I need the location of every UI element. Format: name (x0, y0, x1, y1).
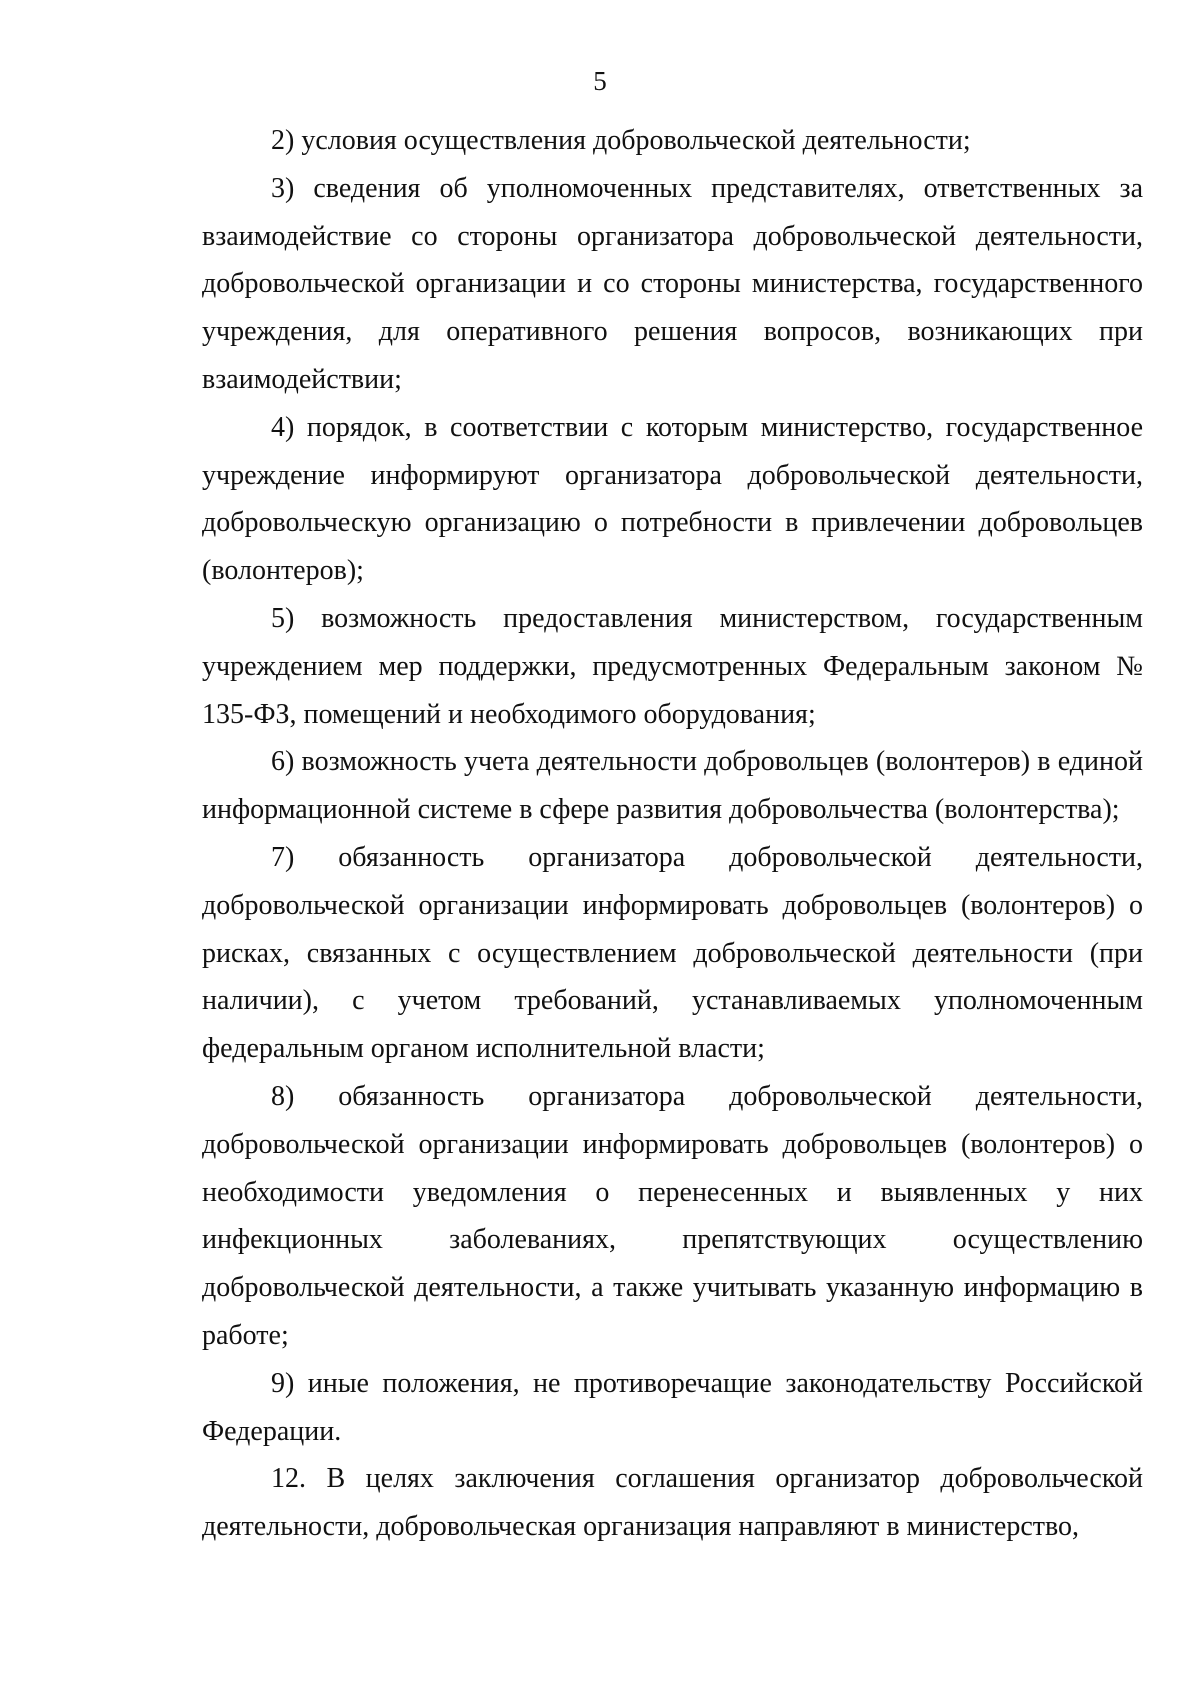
paragraph-item-8: 8) обязанность организатора добровольческой деятельности, добровольческой организации информировать добровольцев (волонтеров) о необходимости уведомления о перенесенных и выявленных у них инфекционных заболеваниях, препятствующих осуществлению добровольческой деятельности, а также учитывать указанную информацию в работе; (202, 1080, 1143, 1351)
paragraph-section-12: 12. В целях заключения соглашения организатор добровольческой деятельности, добровольческая организация направляют в министерство, (202, 1463, 1143, 1543)
paragraph-item-3: 3) сведения об уполномоченных представителях, ответственных за взаимодействие со стороны организатора добровольческой деятельности, добровольческой организации и со стороны министерства, государственного учреждения, для оперативного решения вопросов, возникающих при взаимодействии; (202, 172, 1143, 395)
paragraph-item-7: 7) обязанность организатора добровольческой деятельности, добровольческой организации информировать добровольцев (волонтеров) о рисках, связанных с осуществлением добровольческой деятельности (при наличии), с учетом требований, устанавливаемых уполномоченным федеральным органом исполнительной власти; (202, 841, 1143, 1065)
paragraph-item-2: 2) условия осуществления добровольческой деятельности; (271, 125, 971, 156)
paragraph-item-5: 5) возможность предоставления министерством, государственным учреждением мер поддержки, предусмотренных Федеральным законом № 135-ФЗ, помещений и необходимого оборудования; (202, 602, 1143, 730)
paragraph-item-4: 4) порядок, в соответствии с которым министерство, государственное учреждение информируют организатора добровольческой деятельности, добровольческую организацию о потребности в привлечении добровольцев (волонтеров); (202, 411, 1143, 587)
page-number: 5 (593, 66, 607, 96)
paragraph-item-6: 6) возможность учета деятельности добровольцев (волонтеров) в единой информационной системе в сфере развития добровольчества (волонтерства); (202, 746, 1143, 826)
document-body (202, 117, 1143, 1551)
paragraph-item-9: 9) иные положения, не противоречащие законодательству Российской Федерации. (202, 1367, 1143, 1447)
